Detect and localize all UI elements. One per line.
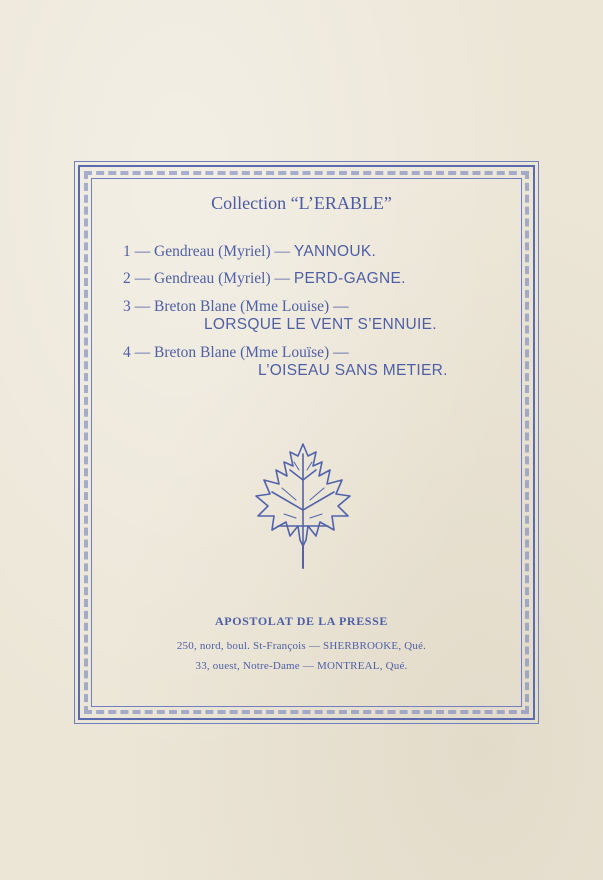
book-author: Gendreau (Myriel) xyxy=(154,270,271,287)
book-title: L’OISEAU SANS METIER. xyxy=(258,362,448,379)
book-author: Gendreau (Myriel) xyxy=(154,243,271,260)
book-author: Breton Blane (Mme Louise) xyxy=(154,298,330,315)
book-author: Breton Blane (Mme Louïse) xyxy=(154,344,330,361)
book-entry-1 xyxy=(123,243,376,261)
publisher-name: APOSTOLAT DE LA PRESSE xyxy=(215,614,388,628)
publisher-address-montreal: 33, ouest, Notre-Dame — MONTREAL, Qué. xyxy=(195,660,408,672)
book-separator: — xyxy=(274,243,291,260)
book-title: YANNOUK. xyxy=(293,243,377,260)
collection-title: Collection “L’ERABLE” xyxy=(211,193,392,213)
book-entry-3 xyxy=(123,298,349,316)
book-number: 1 xyxy=(123,243,131,260)
book-separator: — xyxy=(333,344,349,361)
book-dash: — xyxy=(134,270,151,287)
book-entry-4 xyxy=(123,344,349,362)
book-entry-2 xyxy=(123,270,406,288)
book-separator: — xyxy=(274,270,291,287)
book-entry-3-title xyxy=(204,316,437,334)
book-separator: — xyxy=(333,298,349,315)
book-dash: — xyxy=(134,298,151,315)
book-title: LORSQUE LE VENT S’ENNUIE. xyxy=(204,316,437,333)
book-entry-4-title xyxy=(258,362,448,380)
book-number: 4 xyxy=(123,344,131,361)
book-number: 2 xyxy=(123,270,131,287)
book-number: 3 xyxy=(123,298,131,315)
book-dash: — xyxy=(134,243,151,260)
publisher-address-sherbrooke: 250, nord, boul. St-François — SHERBROOKE, Qué. xyxy=(176,640,427,652)
maple-leaf-icon xyxy=(250,440,356,572)
book-title: PERD-GAGNE. xyxy=(293,270,406,287)
book-dash: — xyxy=(134,344,151,361)
